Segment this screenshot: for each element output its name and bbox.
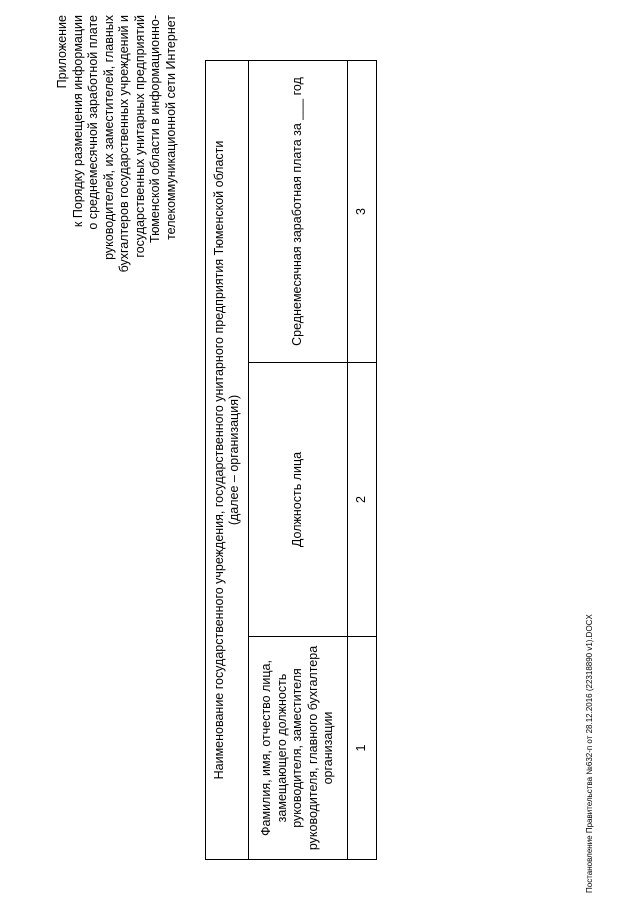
- appendix-line: Тюменской области в информационно-: [148, 15, 162, 244]
- appendix-line: государственных унитарных предприятий: [132, 15, 147, 258]
- column-header-position: Должность лица: [248, 362, 348, 637]
- document-footer: Постановление Правительства №632-п от 28.12.2016 (22318890 v1).DOCX: [585, 614, 594, 893]
- appendix-line: руководителей, их заместителей, главных: [101, 15, 116, 260]
- table-title-cell: [205, 60, 249, 860]
- column-number-3: 3: [347, 60, 377, 363]
- appendix-line: Приложение: [55, 15, 69, 89]
- table-title-note: (далее – организация): [227, 394, 241, 526]
- appendix-line: бухгалтеров государственных учреждений и: [117, 15, 131, 273]
- column-number-1: 1: [347, 636, 377, 860]
- table-title: Наименование государственного учреждения, государственного унитарного предприятия Тюменской области: [211, 140, 226, 780]
- appendix-line: к Порядку размещения информации: [70, 15, 85, 228]
- column-header-salary: Среднемесячная заработная плата за ___ год: [248, 60, 348, 363]
- column-header-fio: Фамилия, имя, отчество лица, замещающего должность руководителя, заместителя руководителя, главного бухгалтера организации: [248, 636, 348, 860]
- appendix-line: о среднемесячной заработной плате: [86, 15, 100, 230]
- appendix-header: [55, 15, 179, 285]
- salary-table: [205, 60, 377, 860]
- column-number-2: 2: [347, 362, 377, 637]
- appendix-line: телекоммуникационной сети Интернет: [163, 15, 178, 240]
